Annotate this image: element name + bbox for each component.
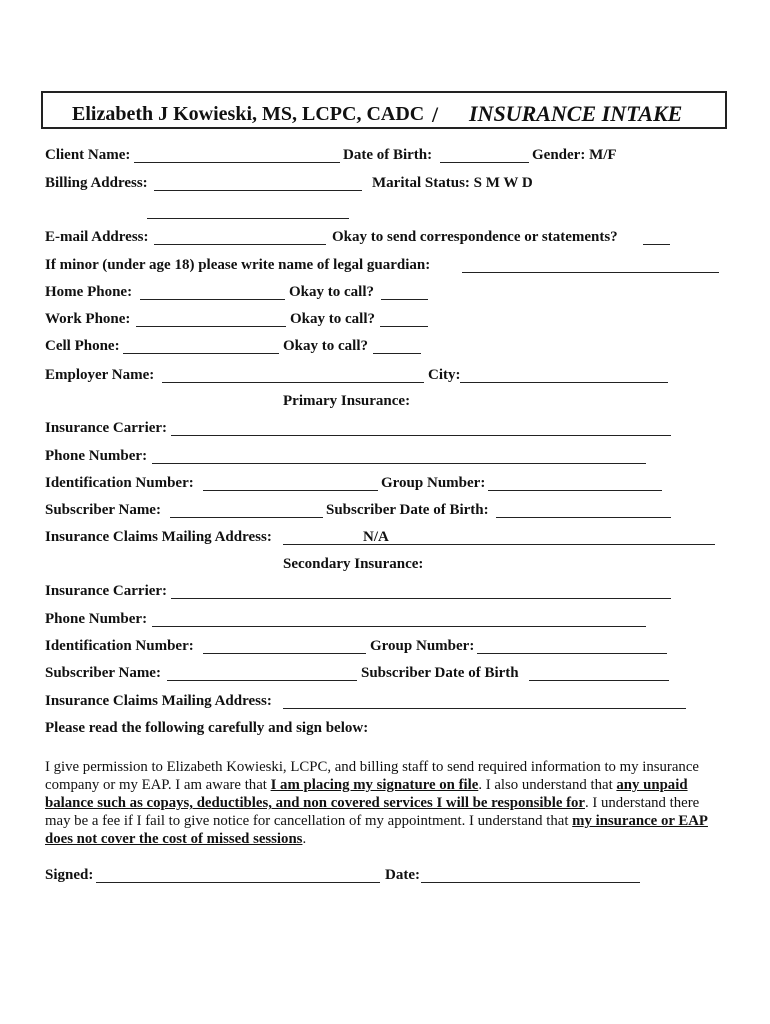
- home-okay-call-label: Okay to call?: [289, 284, 374, 300]
- secondary-subscriber-dob-label: Subscriber Date of Birth: [361, 665, 519, 681]
- email-label: E-mail Address:: [45, 229, 149, 245]
- employer-label: Employer Name:: [45, 367, 155, 383]
- secondary-claims-field[interactable]: [283, 708, 686, 709]
- secondary-insurance-heading: Secondary Insurance:: [283, 556, 424, 572]
- primary-carrier-field[interactable]: [171, 435, 671, 436]
- secondary-group-label: Group Number:: [370, 638, 475, 654]
- work-okay-call-field[interactable]: [380, 326, 428, 327]
- secondary-carrier-field[interactable]: [171, 598, 671, 599]
- secondary-group-field[interactable]: [477, 653, 667, 654]
- primary-group-field[interactable]: [488, 490, 662, 491]
- secondary-claims-label: Insurance Claims Mailing Address:: [45, 693, 272, 709]
- work-okay-call-label: Okay to call?: [290, 311, 375, 327]
- okay-correspondence-field[interactable]: [643, 244, 670, 245]
- consent-text-2: . I also understand that: [478, 777, 617, 793]
- cell-phone-field[interactable]: [123, 353, 279, 354]
- marital-status-label: Marital Status: S M W D: [372, 175, 533, 191]
- home-phone-label: Home Phone:: [45, 284, 133, 300]
- cell-okay-call-label: Okay to call?: [283, 338, 368, 354]
- work-phone-label: Work Phone:: [45, 311, 131, 327]
- consent-text-4: .: [302, 831, 307, 847]
- secondary-phone-label: Phone Number:: [45, 611, 148, 627]
- primary-insurance-heading: Primary Insurance:: [283, 393, 411, 409]
- city-label: City:: [428, 367, 461, 383]
- primary-id-field[interactable]: [203, 490, 378, 491]
- billing-address-field-2[interactable]: [147, 218, 349, 219]
- city-field[interactable]: [460, 382, 668, 383]
- secondary-subscriber-field[interactable]: [167, 680, 357, 681]
- consent-paragraph: [45, 758, 725, 848]
- secondary-subscriber-dob-field[interactable]: [529, 680, 669, 681]
- consent-text-3: . I understand there may be a fee if I fail to give notice for cancellation of my appointment. I understand that: [45, 795, 700, 829]
- primary-id-label: Identification Number:: [45, 475, 194, 491]
- signature-date-label: Date:: [385, 867, 420, 883]
- cell-okay-call-field[interactable]: [373, 353, 421, 354]
- dob-label: Date of Birth:: [343, 147, 433, 163]
- secondary-phone-field[interactable]: [152, 626, 646, 627]
- header-separator: /: [432, 102, 439, 127]
- consent-signature-on-file: I am placing my signature on file: [270, 777, 479, 793]
- home-okay-call-field[interactable]: [381, 299, 428, 300]
- cell-phone-label: Cell Phone:: [45, 338, 120, 354]
- primary-claims-field[interactable]: [283, 544, 715, 545]
- primary-subscriber-field[interactable]: [170, 517, 323, 518]
- primary-group-label: Group Number:: [381, 475, 486, 491]
- secondary-id-label: Identification Number:: [45, 638, 194, 654]
- guardian-field[interactable]: [462, 272, 719, 273]
- primary-claims-label: Insurance Claims Mailing Address:: [45, 529, 272, 545]
- secondary-carrier-label: Insurance Carrier:: [45, 583, 168, 599]
- billing-address-label: Billing Address:: [45, 175, 148, 191]
- signature-field[interactable]: [96, 882, 380, 883]
- secondary-subscriber-label: Subscriber Name:: [45, 665, 161, 681]
- consent-missed-sessions: my insurance or EAP does not cover the cost of missed sessions: [45, 813, 708, 847]
- primary-subscriber-dob-field[interactable]: [496, 517, 671, 518]
- signature-date-field[interactable]: [421, 882, 640, 883]
- work-phone-field[interactable]: [136, 326, 286, 327]
- consent-unpaid-balance: any unpaid balance such as copays, deductibles, and non covered services I will be responsible for: [45, 777, 688, 811]
- email-field[interactable]: [154, 244, 326, 245]
- secondary-id-field[interactable]: [203, 653, 366, 654]
- primary-claims-value: N/A: [363, 529, 389, 545]
- primary-phone-field[interactable]: [152, 463, 646, 464]
- billing-address-field[interactable]: [154, 190, 362, 191]
- primary-phone-label: Phone Number:: [45, 448, 148, 464]
- primary-carrier-label: Insurance Carrier:: [45, 420, 168, 436]
- okay-correspondence-label: Okay to send correspondence or statements?: [332, 229, 618, 245]
- employer-field[interactable]: [162, 382, 424, 383]
- client-name-label: Client Name:: [45, 147, 131, 163]
- signed-label: Signed:: [45, 867, 94, 883]
- primary-subscriber-dob-label: Subscriber Date of Birth:: [326, 502, 489, 518]
- provider-name: Elizabeth J Kowieski, MS, LCPC, CADC: [72, 103, 425, 125]
- consent-instruction: Please read the following carefully and sign below:: [45, 720, 369, 736]
- gender-label: Gender: M/F: [532, 147, 617, 163]
- primary-subscriber-label: Subscriber Name:: [45, 502, 161, 518]
- dob-field[interactable]: [440, 162, 529, 163]
- client-name-field[interactable]: [134, 162, 340, 163]
- consent-text-1: I give permission to Elizabeth Kowieski, LCPC, and billing staff to send required information to my insurance company or my EAP. I am aware that: [45, 759, 699, 793]
- form-title: INSURANCE INTAKE: [469, 101, 683, 126]
- form-header: [41, 91, 727, 129]
- home-phone-field[interactable]: [140, 299, 285, 300]
- guardian-label: If minor (under age 18) please write name of legal guardian:: [45, 257, 431, 273]
